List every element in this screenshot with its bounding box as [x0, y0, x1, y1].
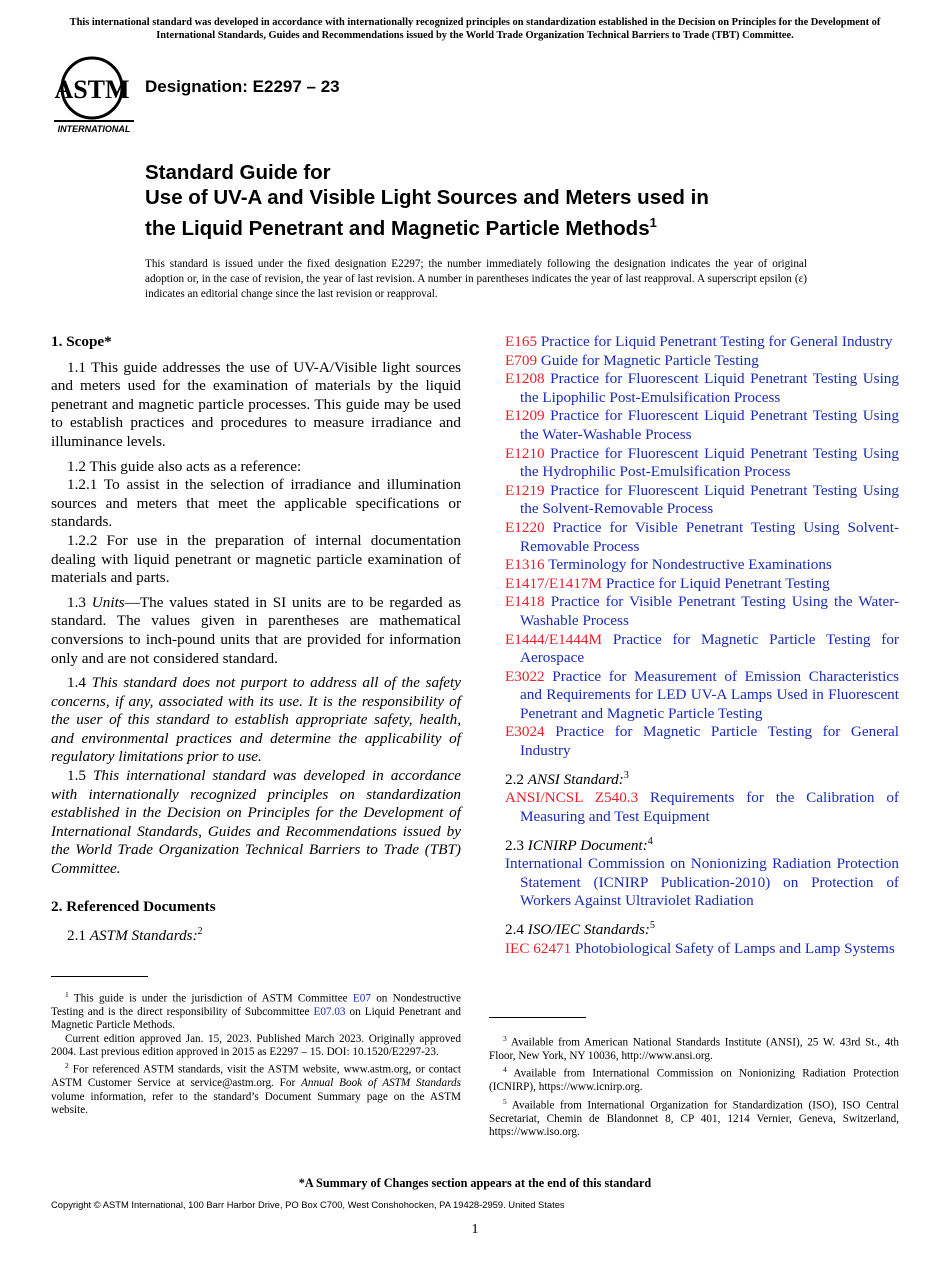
para-2-4-sup: 5: [649, 919, 655, 931]
para-2-2-num: 2.2: [505, 770, 528, 788]
title-line-2: Use of UV-A and Visible Light Sources and Meters used in: [145, 186, 709, 209]
astm-logo-text: INTERNATIONAL: [57, 124, 131, 134]
reference-title[interactable]: International Commission on Nonionizing Radiation Protection Statement (ICNIRP Publication-2010) on Protection of Workers Against Ultraviolet Radiation: [505, 855, 899, 910]
para-2-2: [505, 767, 899, 790]
astm-logo-mark: ASTM: [54, 75, 130, 104]
reference-code[interactable]: E1417/E1417M: [505, 574, 603, 592]
reference-item: [505, 370, 899, 407]
reference-title[interactable]: Practice for Fluorescent Liquid Penetrant Testing Using the Water-Washable Process: [520, 407, 899, 443]
footnote-3: [489, 1032, 899, 1063]
reference-item: [505, 940, 899, 959]
page-number: 1: [471, 1222, 479, 1237]
title-line-1: Standard Guide for: [145, 161, 331, 184]
footnote-1-text-b: on Nondestructive Testing and is the direct responsibility of Subcommittee: [51, 992, 461, 1019]
reference-item: [505, 789, 899, 826]
reference-item: [505, 668, 899, 724]
referenced-heading: 2. Referenced Documents: [51, 897, 216, 915]
reference-title[interactable]: Practice for Fluorescent Liquid Penetrant Testing Using the Hydrophilic Post-Emulsification Process: [520, 444, 899, 481]
reference-item: [505, 631, 899, 668]
title-line-3: [145, 210, 845, 241]
para-1-2-1: 1.2.1 To assist in the selection of irradiance and illumination sources and meters that meet the applicable specifications or standards.: [51, 476, 461, 531]
para-1-3-num: 1.3: [67, 593, 92, 611]
reference-code[interactable]: E1220: [505, 518, 545, 536]
footnote-divider-right: [489, 1017, 586, 1018]
reference-item: [505, 519, 899, 556]
reference-code[interactable]: E165: [505, 333, 538, 350]
reference-title[interactable]: Practice for Visible Penetrant Testing Using the Water-Washable Process: [520, 593, 900, 629]
reference-title[interactable]: Requirements for the Calibration of Measuring and Test Equipment: [520, 789, 899, 825]
committee-link[interactable]: E07: [352, 992, 371, 1005]
para-2-1-sup: 2: [197, 926, 203, 938]
subcommittee-link[interactable]: E07.03: [313, 1006, 346, 1019]
para-1-5-num: 1.5: [67, 767, 93, 785]
scope-heading: 1. Scope*: [51, 333, 112, 350]
issued-note: This standard is issued under the fixed designation E2297; the number immediately following the designation indicates the year of original adoption or, in the case of revision, the year of last revision. A number in parentheses indicates the year of last reapproval. A superscript epsilon (ε) indicates an editorial change since the last revision or reapproval.: [145, 258, 807, 300]
footnote-1: [51, 988, 461, 1033]
summary-note: *A Summary of Changes section appears at the end of this standard: [298, 1176, 652, 1190]
reference-item: [505, 855, 899, 911]
reference-item: [505, 407, 899, 444]
reference-item: [505, 556, 899, 575]
reference-title[interactable]: Practice for Magnetic Particle Testing for General Industry: [520, 723, 899, 760]
reference-code[interactable]: E1316: [505, 556, 545, 574]
left-column: [51, 333, 461, 946]
reference-item: [505, 593, 899, 630]
title-footnote-mark: 1: [649, 215, 657, 230]
reference-title[interactable]: Guide for Magnetic Particle Testing: [540, 351, 759, 369]
footnotes-right: [489, 1032, 899, 1139]
top-notice: This international standard was developed in accordance with internationally recognized principles on standardization established in the Decision on Principles for the Development of International Standards, Guides and Recommendations issued by the World Trade Organization Technical Barriers to Trade (TBT) Committee.: [69, 17, 881, 41]
reference-title[interactable]: Practice for Magnetic Particle Testing for Aerospace: [520, 630, 899, 667]
reference-title[interactable]: Practice for Fluorescent Liquid Penetrant Testing Using the Solvent-Removable Process: [520, 481, 899, 518]
designation: Designation: E2297 – 23: [145, 77, 340, 96]
footnote-4-text: Available from International Commission on Nonionizing Radiation Protection (ICNIRP), https://www.icnirp.org.: [489, 1068, 899, 1094]
footnote-1-mark: 1: [65, 990, 69, 999]
para-2-3-label: ICNIRP Document:: [527, 836, 648, 854]
astm-logo: [54, 56, 134, 134]
document-title: [145, 160, 845, 241]
reference-title[interactable]: Practice for Measurement of Emission Characteristics and Requirements for LED UV-A Lamps Used in Fluorescent Penetrant and Magnetic Particle Testing: [520, 667, 899, 722]
para-1-4-num: 1.4: [67, 674, 92, 692]
reference-code[interactable]: E1219: [505, 481, 545, 499]
footnote-divider-left: [51, 976, 148, 977]
footnote-2: [51, 1059, 461, 1117]
para-2-4: [505, 917, 899, 940]
footnote-1-text-a: This guide is under the jurisdiction of ASTM Committee: [73, 992, 353, 1005]
para-1-5: [51, 767, 461, 879]
footnote-2-italic: Annual Book of ASTM Standards: [301, 1077, 461, 1090]
reference-item: [505, 575, 899, 594]
footnote-3-text: Available from American National Standards Institute (ANSI), 25 W. 43rd St., 4th Floor, New York, NY 10036, http://www.ansi.org.: [489, 1036, 899, 1063]
reference-code[interactable]: IEC 62471: [505, 939, 572, 957]
footnote-2-text-b: volume information, refer to the standard’s Document Summary page on the ASTM website.: [51, 1090, 461, 1116]
reference-title[interactable]: Practice for Visible Penetrant Testing Using Solvent-Removable Process: [520, 518, 900, 555]
para-1-3: [51, 594, 461, 668]
astm-reference-list: [505, 333, 899, 761]
reference-code[interactable]: E1208: [505, 370, 545, 388]
para-2-3: [505, 833, 899, 856]
footnote-5: [489, 1095, 899, 1140]
right-column: [505, 333, 899, 958]
footnote-2-text-a: For referenced ASTM standards, visit the ASTM website, www.astm.org, or contact ASTM Customer Service at service@astm.org. For: [51, 1063, 461, 1090]
para-2-3-sup: 4: [647, 835, 653, 847]
copyright: Copyright © ASTM International, 100 Barr Harbor Drive, PO Box C700, West Conshohocken, PA 19428-2959. United States: [51, 1199, 565, 1210]
para-1-4: [51, 674, 461, 767]
reference-item: [505, 445, 899, 482]
para-1-1: 1.1 This guide addresses the use of UV-A/Visible light sources and meters used for the examination of materials by the liquid penetrant and magnetic particle processes. This guide may be used to establish practices and procedures to measure irradiance and illuminance levels.: [51, 358, 461, 450]
para-1-2: 1.2 This guide also acts as a reference:: [67, 457, 302, 475]
footnote-1-text-c: on Liquid Penetrant and Magnetic Particle Methods.: [51, 1006, 461, 1032]
para-2-2-label: ANSI Standard:: [527, 770, 624, 788]
para-2-1: [51, 923, 461, 946]
reference-title[interactable]: Terminology for Nondestructive Examinations: [548, 556, 832, 574]
footnote-5-text: Available from International Organization for Standardization (ISO), ISO Central Secretariat, Chemin de Blandonnet 8, CP 401, 1214 Vernier, Geneva, Switzerland, https://www.iso.org.: [489, 1099, 899, 1138]
footnote-4-mark: 4: [503, 1065, 507, 1075]
reference-title[interactable]: Practice for Liquid Penetrant Testing: [605, 574, 830, 592]
reference-code[interactable]: E709: [505, 351, 538, 369]
footnote-3-mark: 3: [503, 1034, 507, 1043]
footnote-5-mark: 5: [503, 1096, 507, 1106]
reference-code[interactable]: E1209: [505, 407, 545, 425]
para-2-4-num: 2.4: [505, 921, 528, 938]
para-2-1-num: 2.1: [67, 927, 90, 945]
reference-item: [505, 352, 899, 371]
para-1-4-text: This standard does not purport to address all of the safety concerns, if any, associated with its use. It is the responsibility of the user of this standard to establish appropriate safety, health, and environmental practices and determine the applicability of regulatory limitations prior to use.: [51, 674, 462, 766]
para-2-4-label: ISO/IEC Standards:: [527, 921, 650, 938]
footnote-2-mark: 2: [65, 1061, 69, 1071]
footnote-edition: Current edition approved Jan. 15, 2023. Published March 2023. Originally approved 2004. Last previous edition approved in 2015 as E2297 – 15. DOI: 10.1520/E2297-23.: [51, 1032, 461, 1058]
reference-code[interactable]: ANSI/NCSL Z540.3: [505, 789, 639, 807]
reference-code[interactable]: E3024: [505, 723, 545, 741]
reference-code[interactable]: E1444/E1444M: [505, 630, 603, 648]
para-2-2-sup: 3: [623, 769, 629, 781]
para-1-3-units: Units: [91, 593, 125, 611]
para-1-3-text: —The values stated in SI units are to be regarded as standard. The values given in parentheses are mathematical conversions to inch-pound units that are provided for information only and are not considered standard.: [51, 593, 461, 667]
reference-code[interactable]: E1210: [505, 444, 545, 462]
reference-item: [505, 482, 899, 519]
footnote-4: [489, 1063, 899, 1094]
reference-item: [505, 723, 899, 760]
footnotes-left: [51, 988, 461, 1117]
para-1-5-text: This international standard was developed in accordance with internationally recognized principles on standardization established in the Decision on Principles for the Development of International Standards, Guides and Recommendations issued by the World Trade Organization Technical Barriers to Trade (TBT) Committee.: [51, 767, 462, 878]
reference-item: [505, 333, 899, 352]
para-2-3-num: 2.3: [505, 836, 528, 854]
reference-code[interactable]: E3022: [505, 667, 545, 685]
para-2-1-label: ASTM Standards:: [89, 927, 198, 945]
reference-title[interactable]: Practice for Liquid Penetrant Testing for General Industry: [540, 333, 893, 350]
title-line-3-text: the Liquid Penetrant and Magnetic Particle Methods: [145, 216, 650, 240]
para-1-2-2: 1.2.2 For use in the preparation of internal documentation dealing with liquid penetrant or magnetic particle examination of materials and parts.: [51, 531, 461, 587]
reference-title[interactable]: Photobiological Safety of Lamps and Lamp Systems: [575, 939, 895, 957]
reference-title[interactable]: Practice for Fluorescent Liquid Penetrant Testing Using the Lipophilic Post-Emulsification Process: [520, 370, 899, 406]
reference-code[interactable]: E1418: [505, 593, 545, 611]
